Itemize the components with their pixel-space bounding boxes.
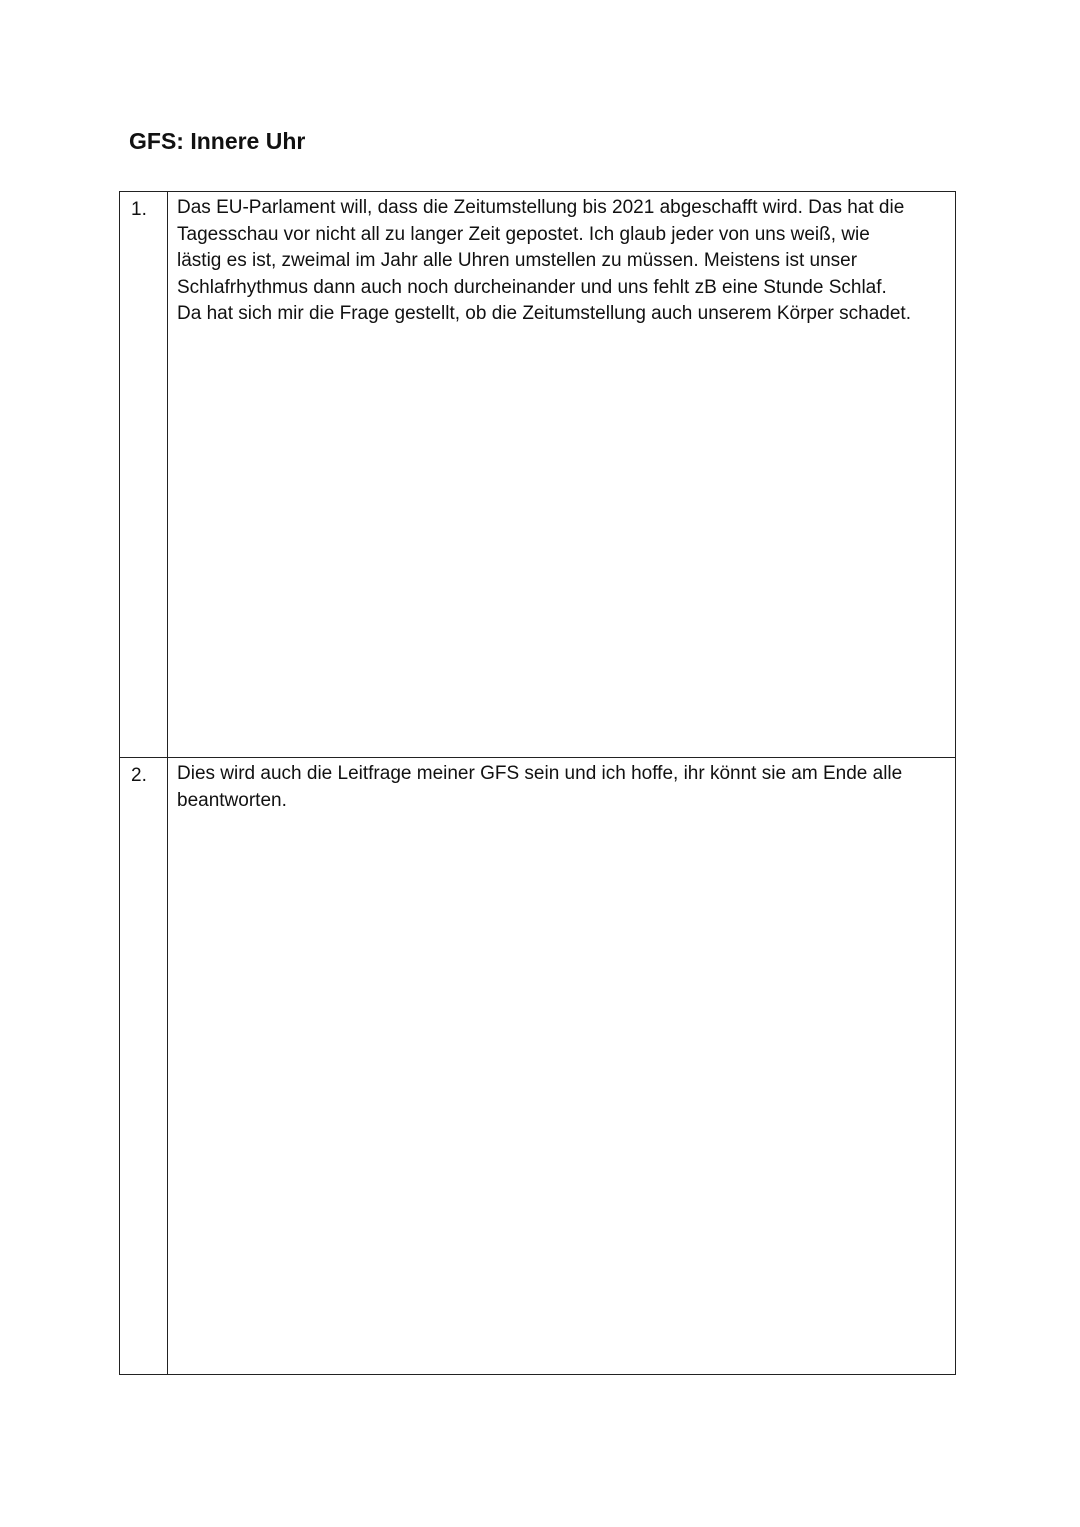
row-number: 1.	[120, 192, 168, 758]
document-title: GFS: Innere Uhr	[129, 128, 306, 154]
text-line: Tagesschau vor nicht all zu langer Zeit gepostet. Ich glaub jeder von uns weiß, wie	[177, 223, 870, 245]
text-line: Da hat sich mir die Frage gestellt, ob die Zeitumstellung auch unserem Körper schadet.	[177, 303, 911, 324]
row-number: 2.	[120, 758, 168, 1375]
row-text	[168, 758, 956, 1375]
text-line: Dies wird auch die Leitfrage meiner GFS sein und ich hoffe, ihr könnt sie am Ende alle	[177, 763, 903, 784]
row-text	[168, 192, 956, 758]
table-row	[120, 192, 956, 758]
text-line: beantworten.	[177, 789, 287, 811]
text-line: Das EU-Parlament will, dass die Zeitumstellung bis 2021 abgeschafft wird. Das hat die	[177, 197, 905, 218]
text-line: lästig es ist, zweimal im Jahr alle Uhren umstellen zu müssen. Meistens ist unser	[177, 250, 858, 271]
cue-card-table	[119, 191, 956, 1375]
table-row	[120, 758, 956, 1375]
text-line: Schlafrhythmus dann auch noch durcheinander und uns fehlt zB eine Stunde Schlaf.	[177, 276, 887, 298]
